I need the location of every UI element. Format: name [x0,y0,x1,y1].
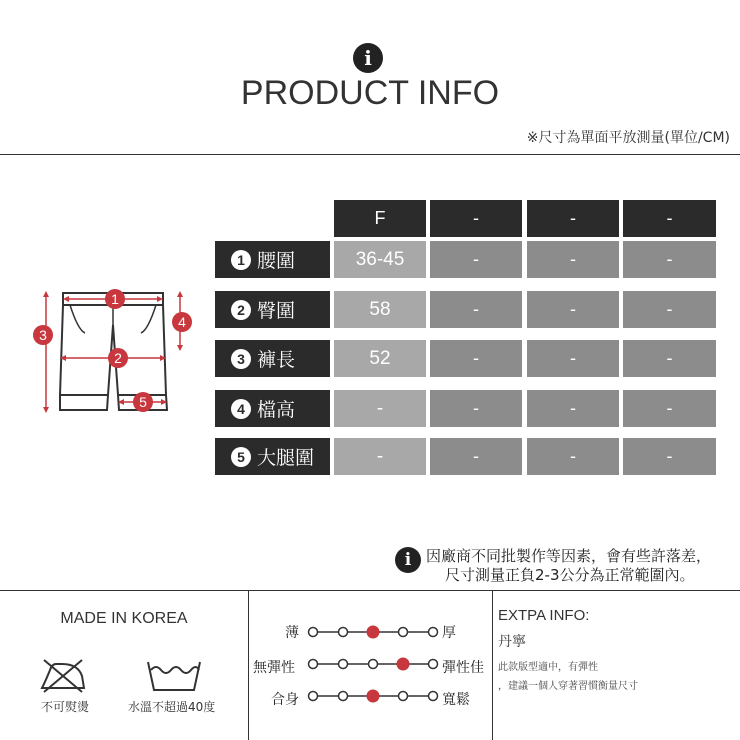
divider [248,590,249,740]
marker-5: 5 [139,394,147,410]
row-label: 臀圍 [257,301,296,322]
divider [0,154,740,155]
wash-temperature-icon [146,660,202,692]
measurement-note: ※尺寸為單面平放測量(單位/CM) [526,130,730,146]
extra-info-desc: ，建議一個人穿著習慣衡量尺寸 [498,681,638,692]
size-column-header: F [334,200,426,237]
shorts-measurement-diagram [30,285,200,420]
scale-left-label: 薄 [285,625,299,641]
marker-2: 2 [114,350,122,366]
scale-indicator [339,692,348,701]
row-number: 1 [231,250,251,270]
size-column-header: - [623,200,716,237]
info-icon: i [353,43,383,73]
size-value: 52 [334,340,426,377]
scale-left-label: 合身 [271,692,299,708]
scale-indicator-active [367,626,380,639]
row-label-thigh [215,438,330,475]
divider [492,590,493,740]
size-value: - [527,438,619,475]
divider [0,590,740,591]
marker-3: 3 [39,327,47,343]
size-value: - [430,390,522,427]
size-value: - [623,438,716,475]
scale-indicator [399,692,408,701]
fabric-label: 丹寧 [498,634,526,650]
scale-indicator-active [367,690,380,703]
row-number: 5 [231,447,251,467]
size-value: - [527,390,619,427]
size-value: - [527,340,619,377]
size-value: 58 [334,291,426,328]
size-value: - [527,241,619,278]
size-value: - [623,390,716,427]
row-number: 4 [231,399,251,419]
scale-indicator [309,660,318,669]
size-value: - [430,291,522,328]
scale-indicator [339,660,348,669]
scale-right-label: 彈性佳 [442,660,484,676]
extra-info-desc: 此款版型適中，有彈性 [498,662,598,673]
size-value: - [430,340,522,377]
scale-indicator [399,628,408,637]
row-label: 腰圍 [257,251,296,272]
row-number: 3 [231,349,251,369]
row-label: 大腿圍 [257,448,315,469]
row-label: 褲長 [257,350,296,371]
row-label-length [215,340,330,377]
extra-info-title: EXTPA INFO: [498,607,590,624]
scale-left-label: 無彈性 [253,660,295,676]
size-value: 36-45 [334,241,426,278]
size-value: - [334,438,426,475]
scale-indicator [309,628,318,637]
scale-right-label: 厚 [442,625,456,641]
care-label: 不可熨燙 [41,700,90,714]
size-value: - [430,438,522,475]
size-value: - [623,291,716,328]
size-column-header: - [430,200,522,237]
scale-indicator [369,660,378,669]
row-label-hip [215,291,330,328]
scale-indicator [429,628,438,637]
size-value: - [623,340,716,377]
scale-right-label: 寬鬆 [442,692,470,708]
scale-indicator [429,660,438,669]
no-iron-icon [38,656,88,694]
size-column-header: - [527,200,619,237]
fit-scales [303,620,443,710]
size-value: - [430,241,522,278]
marker-4: 4 [178,314,186,330]
marker-1: 1 [111,291,119,307]
row-number: 2 [231,300,251,320]
notice-line-2: 尺寸測量正負2-3公分為正常範圍內。 [445,566,695,584]
size-value: - [527,291,619,328]
care-label: 水溫不超過40度 [128,700,216,714]
scale-indicator-active [397,658,410,671]
scale-indicator [339,628,348,637]
info-icon: i [395,547,421,573]
row-label: 檔高 [257,400,296,421]
scale-indicator [429,692,438,701]
notice-line-1: 因廠商不同批製作等因素，會有些許落差， [426,547,712,565]
size-value: - [623,241,716,278]
scale-indicator [309,692,318,701]
page-title: PRODUCT INFO [240,74,500,112]
row-label-rise [215,390,330,427]
made-in-label: MADE IN KOREA [60,610,188,627]
row-label-waist [215,241,330,278]
size-value: - [334,390,426,427]
